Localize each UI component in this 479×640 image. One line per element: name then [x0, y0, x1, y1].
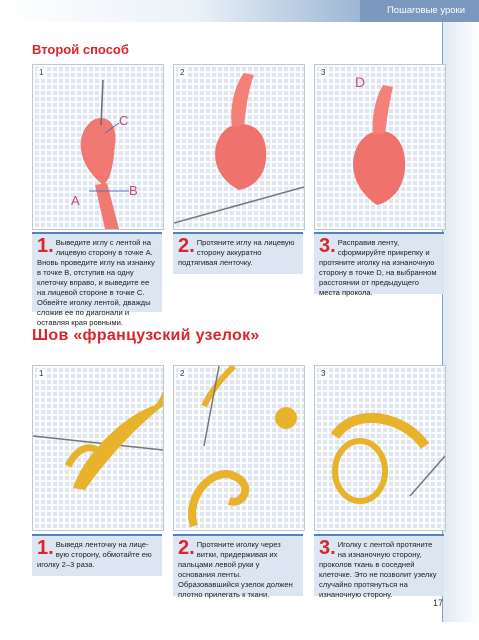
- section1-title: Второй способ: [32, 42, 129, 57]
- step-number: 3.: [319, 537, 336, 559]
- header-bar: [0, 0, 479, 30]
- header-label: Пошаговые уроки: [360, 0, 479, 22]
- photo-number: 2: [180, 369, 185, 378]
- point-label: C: [119, 113, 129, 128]
- step-card: [32, 534, 162, 576]
- yellow-knot-illustration: [174, 366, 304, 530]
- yellow-loop-illustration: [315, 366, 445, 530]
- page-number: 17: [432, 598, 443, 608]
- photo-number: 1: [39, 68, 44, 77]
- photo-section1-step3: [314, 64, 446, 230]
- photo-section2-step3: [314, 365, 446, 531]
- photo-section2-step2: [173, 365, 305, 531]
- step-text: Протяните иглу на лицевую сторону аккуратно подтягивая ленточку.: [178, 238, 295, 267]
- step-card: [314, 232, 444, 297]
- point-label: D: [355, 74, 366, 90]
- step-number: 1.: [37, 235, 54, 257]
- point-label: B: [129, 183, 138, 198]
- step-number: 3.: [319, 235, 336, 257]
- ribbon-bud-illustration: [315, 65, 445, 229]
- section2-title: Шов «французский узелок»: [32, 327, 260, 344]
- header-gradient-strip: [0, 0, 360, 22]
- step-text: Выведя ленточку на лицевую сторону, обмотайте ею иголку 2–3 раза.: [37, 540, 152, 569]
- yellow-ribbon-illustration: [33, 366, 163, 530]
- ribbon-leaf-illustration: [33, 65, 163, 229]
- step-number: 2.: [178, 235, 195, 257]
- photo-number: 2: [180, 68, 185, 77]
- step-card: [173, 232, 303, 274]
- right-margin-decoration: [442, 22, 479, 622]
- step-card: [32, 232, 162, 327]
- step-text: Протяните иголку через витки, придерживая их пальцами левой руки у основания ленты. Образовавшийся узелок должен плотно прилегать к ткани.: [178, 540, 293, 599]
- point-label: A: [71, 193, 80, 208]
- step-text: Выведите иглу с лентой на лицевую сторону в точке А. Вновь проведите иглу на изнанку в точке В, отступив на одну клеточку вправо, и выведите ее на лицевой стороне в точке С. Обвейте иголку лентой, дважды сложив ее по диагонали и оставляя края ровными.: [37, 238, 155, 327]
- ribbon-petal-illustration: [174, 65, 304, 229]
- step-card: [173, 534, 303, 599]
- photo-section2-step1: [32, 365, 164, 531]
- step-card: [314, 534, 444, 599]
- photo-number: 3: [321, 68, 326, 77]
- photo-section1-step2: [173, 64, 305, 230]
- photo-section1-step1: [32, 64, 164, 230]
- step-text: Иголку с лентой протяните на изнаночную сторону, проколов ткань в соседней клеточке. Это не позволит узелку случайно протянуться на изнаночную сторону.: [319, 540, 437, 599]
- step-number: 2.: [178, 537, 195, 559]
- photo-number: 3: [321, 369, 326, 378]
- photo-number: 1: [39, 369, 44, 378]
- step-number: 1.: [37, 537, 54, 559]
- step-text: Расправив ленту, сформируйте прикрепку и протяните иголку на изнаночную сторону в точке D, на выбранном расстоянии от предыдущего места прокола.: [319, 238, 437, 297]
